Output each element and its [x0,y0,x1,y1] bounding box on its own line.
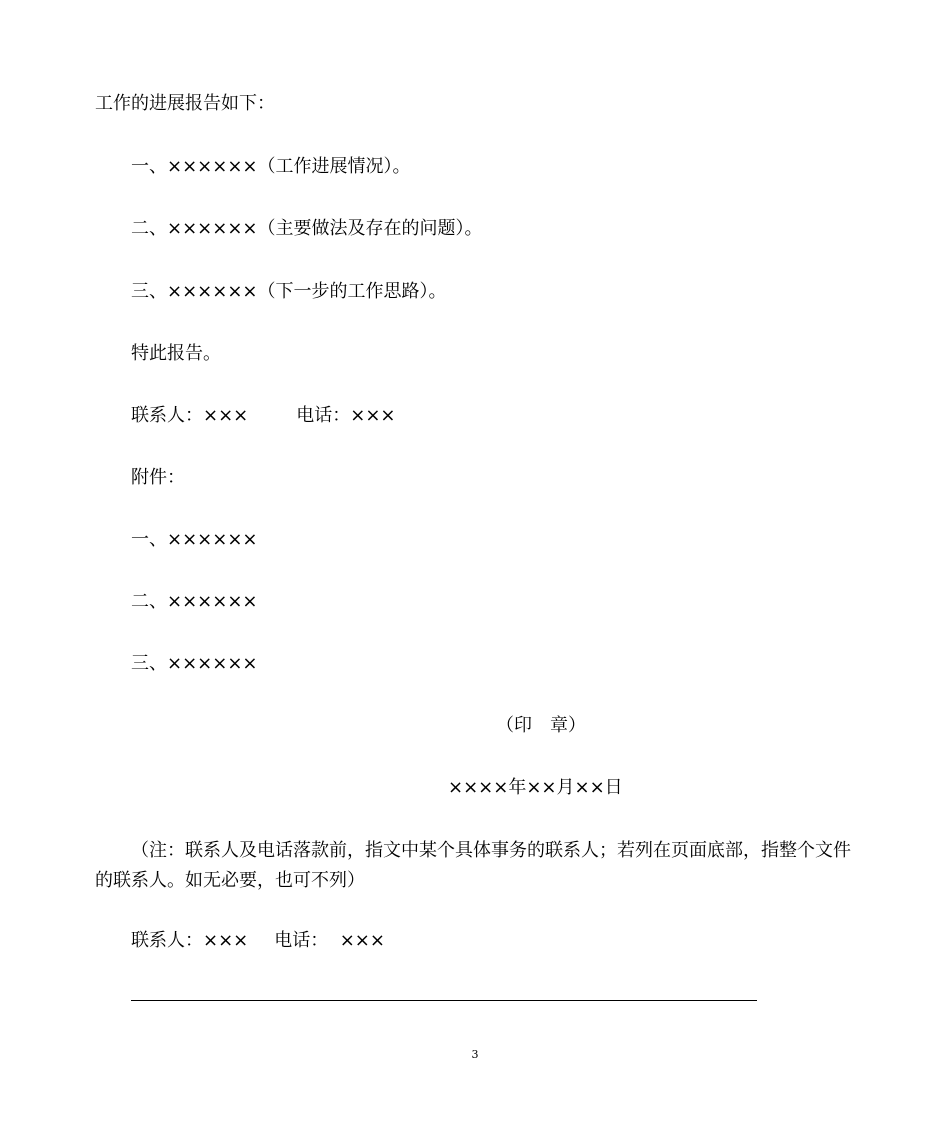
contact-person: 联系人：××× [131,930,249,951]
page-number: 3 [471,1048,479,1061]
attachment-item: 一、×××××× [131,529,258,550]
contact-phone: 电话：××× [296,405,396,426]
section-next-steps: 三、××××××（下一步的工作思路）。 [131,281,447,302]
seal-placeholder: （印 章） [496,715,586,736]
section-methods-issues: 二、××××××（主要做法及存在的问题）。 [131,218,483,239]
closing-statement: 特此报告。 [131,343,221,364]
contact-line-top [131,405,396,427]
footnote: （注：联系人及电话落款前，指文中某个具体事务的联系人；若列在页面底部，指整个文件的联系人。如无必要，也可不列） [95,840,851,891]
attachments-title: 附件： [131,467,185,488]
section-progress: 一、××××××（工作进展情况）。 [131,156,411,177]
contact-person: 联系人：××× [131,405,249,426]
contact-line-bottom [131,930,385,952]
separator-line [131,1000,757,1001]
document-date: ××××年××月××日 [448,777,623,798]
report-intro: 工作的进展报告如下： [95,93,275,114]
attachment-item: 二、×××××× [131,591,258,612]
attachment-item: 三、×××××× [131,653,258,674]
contact-phone: 电话： ××× [274,930,385,951]
